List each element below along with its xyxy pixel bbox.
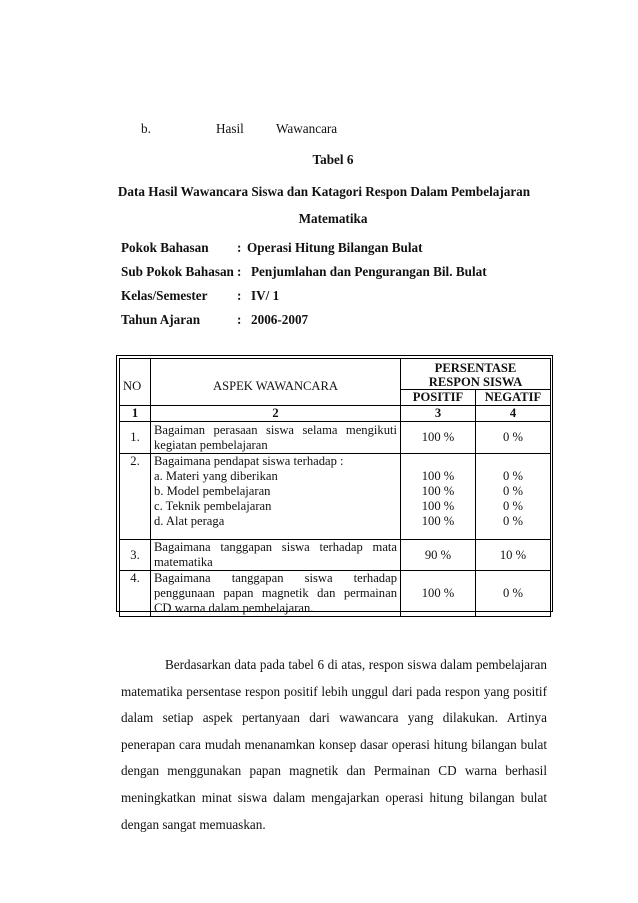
row-positif: 100 % (401, 422, 476, 454)
table-header-row (120, 359, 551, 390)
interview-table (119, 358, 551, 617)
paragraph-line: Berdasarkan data pada tabel 6 di atas, respon siswa dalam pembelajaran (165, 657, 547, 672)
paragraph-line: dalam setiap aspek pertanyaan dari wawancara yang dilakukan. Artinya (121, 710, 547, 726)
row-negatif-value: 0 % (503, 514, 523, 528)
row-number: 3. (120, 540, 151, 571)
section-title-word-2: Wawancara (276, 121, 338, 136)
row-negatif (476, 454, 551, 540)
info-label-tahun-ajaran: Tahun Ajaran (121, 312, 201, 327)
row-positif (401, 454, 476, 540)
table-caption-line-2: Matematika (298, 211, 368, 226)
row-aspek-line: Bagaimana tanggapan siswa terhadap (154, 571, 397, 585)
column-number: 1 (120, 406, 151, 422)
row-aspek-line: kegiatan pembelajaran (154, 437, 268, 452)
interview-table-frame (116, 355, 553, 615)
info-label-sub-pokok-bahasan: Sub Pokok Bahasan (121, 264, 234, 279)
header-respon-siswa: RESPON SISWA (428, 375, 523, 389)
paragraph-line: dengan sangat memuaskan. (121, 816, 266, 832)
row-negatif-value: 0 % (503, 499, 523, 513)
analysis-paragraph (121, 652, 547, 838)
row-aspek-line: CD warna dalam pembelajaran. (154, 601, 314, 615)
paragraph-line: dengan menggunakan papan magnetik dan Permainan CD warna berhasil (121, 763, 547, 779)
row-number: 4. (120, 571, 151, 617)
table-row (120, 571, 551, 617)
info-value-tahun-ajaran: 2006-2007 (251, 312, 309, 327)
row-number: 2. (120, 454, 151, 540)
row-negatif-value: 0 % (503, 484, 523, 498)
row-aspek-line: Bagaimana pendapat siswa terhadap : (154, 454, 344, 468)
info-separator: : (237, 288, 242, 303)
row-aspek (151, 422, 401, 454)
row-negatif: 0 % (476, 422, 551, 454)
row-aspek-line: Bagaiman perasaan siswa selama mengikuti (154, 422, 397, 437)
row-positif: 90 % (401, 540, 476, 571)
row-positif-value: 100 % (421, 484, 455, 498)
info-value-sub-pokok-bahasan: Penjumlahan dan Pengurangan Bil. Bulat (251, 264, 487, 279)
paragraph-line: penerapan cara mudah menanamkan konsep dasar operasi hitung bilangan bulat (121, 736, 547, 752)
row-positif: 100 % (401, 571, 476, 617)
row-aspek-line: a. Materi yang diberikan (154, 469, 278, 483)
row-aspek-line: Bagaimana tanggapan siswa terhadap mata (154, 540, 397, 554)
row-negatif: 0 % (476, 571, 551, 617)
row-negatif: 10 % (476, 540, 551, 571)
info-value-kelas-semester: IV/ 1 (251, 288, 280, 303)
table-row (120, 540, 551, 571)
paragraph-line: meningkatkan minat siswa dalam mengajarkan operasi hitung bilangan bulat (121, 789, 547, 805)
row-number: 1. (120, 422, 151, 454)
info-separator: : (237, 240, 242, 255)
info-label-pokok-bahasan: Pokok Bahasan (121, 240, 209, 255)
section-label: b. (141, 121, 151, 136)
header-no: NO (120, 359, 151, 406)
row-negatif-value: 0 % (503, 469, 523, 483)
header-persentase: PERSENTASE (434, 361, 517, 375)
row-aspek-line: matematika (154, 555, 213, 569)
header-aspek-wawancara: ASPEK WAWANCARA (151, 359, 401, 406)
header-positif: POSITIF (401, 390, 476, 406)
info-separator: : (237, 312, 242, 327)
section-title-word-1: Hasil (216, 121, 244, 136)
row-aspek-line: d. Alat peraga (154, 514, 225, 528)
row-aspek-line: b. Model pembelajaran (154, 484, 271, 498)
table-caption-line-1: Data Hasil Wawancara Siswa dan Katagori Respon Dalam Pembelajaran (117, 184, 531, 199)
row-positif-value: 100 % (421, 514, 455, 528)
column-number: 4 (476, 406, 551, 422)
paragraph-line: matematika persentase respon positif lebih unggul dari pada respon yang positif (121, 683, 547, 699)
row-positif-value: 100 % (421, 499, 455, 513)
info-value-pokok-bahasan: Operasi Hitung Bilangan Bulat (247, 240, 423, 255)
table-row (120, 422, 551, 454)
row-aspek-line: penggunaan papan magnetik dan permainan (154, 586, 397, 600)
row-aspek (151, 540, 401, 571)
header-negatif: NEGATIF (476, 390, 551, 406)
header-persentase-respon (401, 359, 551, 390)
row-positif-value: 100 % (421, 469, 455, 483)
row-aspek (151, 571, 401, 617)
table-row (120, 454, 551, 540)
table-title: Tabel 6 (312, 152, 354, 167)
column-number-row (120, 406, 551, 422)
info-label-kelas-semester: Kelas/Semester (121, 288, 208, 303)
row-aspek-line: c. Teknik pembelajaran (154, 499, 272, 513)
info-separator: : (237, 264, 242, 279)
row-aspek (151, 454, 401, 540)
column-number: 3 (401, 406, 476, 422)
column-number: 2 (151, 406, 401, 422)
